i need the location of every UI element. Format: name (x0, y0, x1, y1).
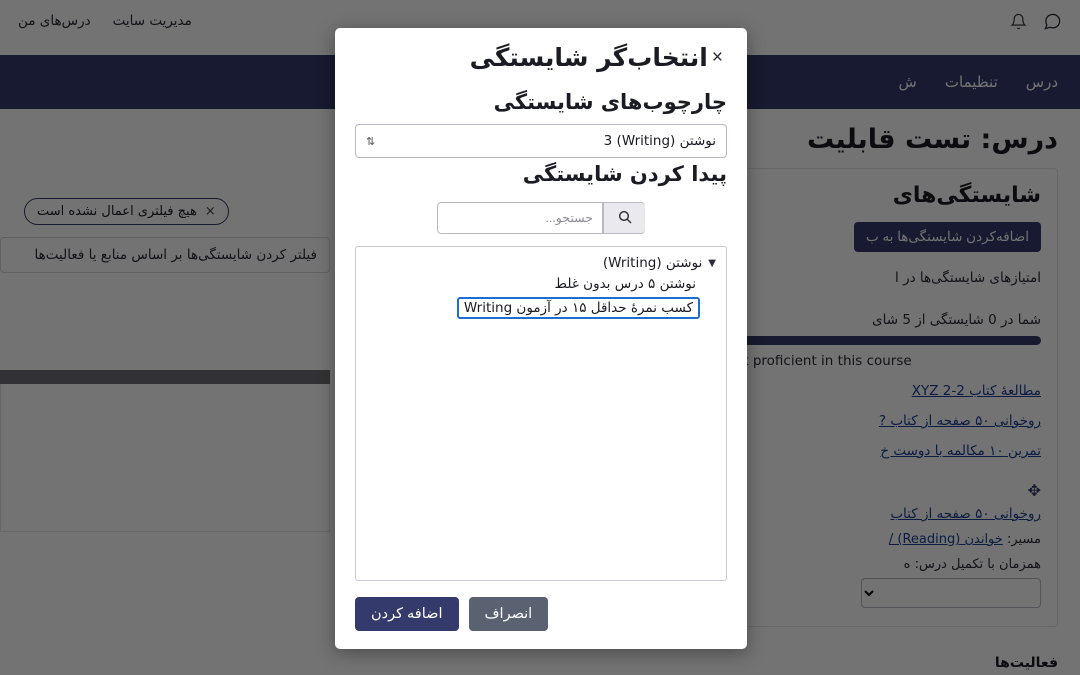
search-icon (617, 209, 633, 228)
modal-footer (355, 597, 727, 649)
tree-root-label: نوشتن (Writing) (602, 255, 703, 271)
add-button[interactable]: اضافه کردن (355, 597, 459, 631)
framework-section-title: چارچوب‌های شایستگی (493, 90, 727, 114)
tree-item[interactable] (366, 275, 716, 293)
modal-header (355, 28, 727, 86)
tree-item[interactable] (366, 297, 716, 319)
chevron-updown-icon: ⇅ (366, 134, 376, 148)
find-section-title: پیدا کردن شایستگی (522, 162, 727, 186)
search-row (355, 202, 727, 234)
search-input[interactable] (437, 202, 603, 234)
search-button[interactable] (603, 202, 645, 234)
close-icon[interactable]: × (708, 48, 727, 67)
modal-title: انتخاب‌گر شایستگی (469, 42, 708, 72)
framework-select[interactable] (355, 124, 727, 158)
cancel-button[interactable]: انصراف (469, 597, 549, 631)
tree-item-label: نوشتن ۵ درس بدون غلط (554, 276, 696, 292)
competency-tree (355, 246, 727, 581)
framework-select-value: نوشتن (Writing) 3 (603, 133, 716, 149)
competency-picker-modal (335, 28, 747, 649)
chevron-down-icon[interactable]: ▼ (708, 257, 716, 269)
tree-item-label: کسب نمرهٔ حداقل ۱۵ در آزمون Writing (457, 297, 700, 319)
tree-root-node[interactable] (366, 255, 716, 271)
